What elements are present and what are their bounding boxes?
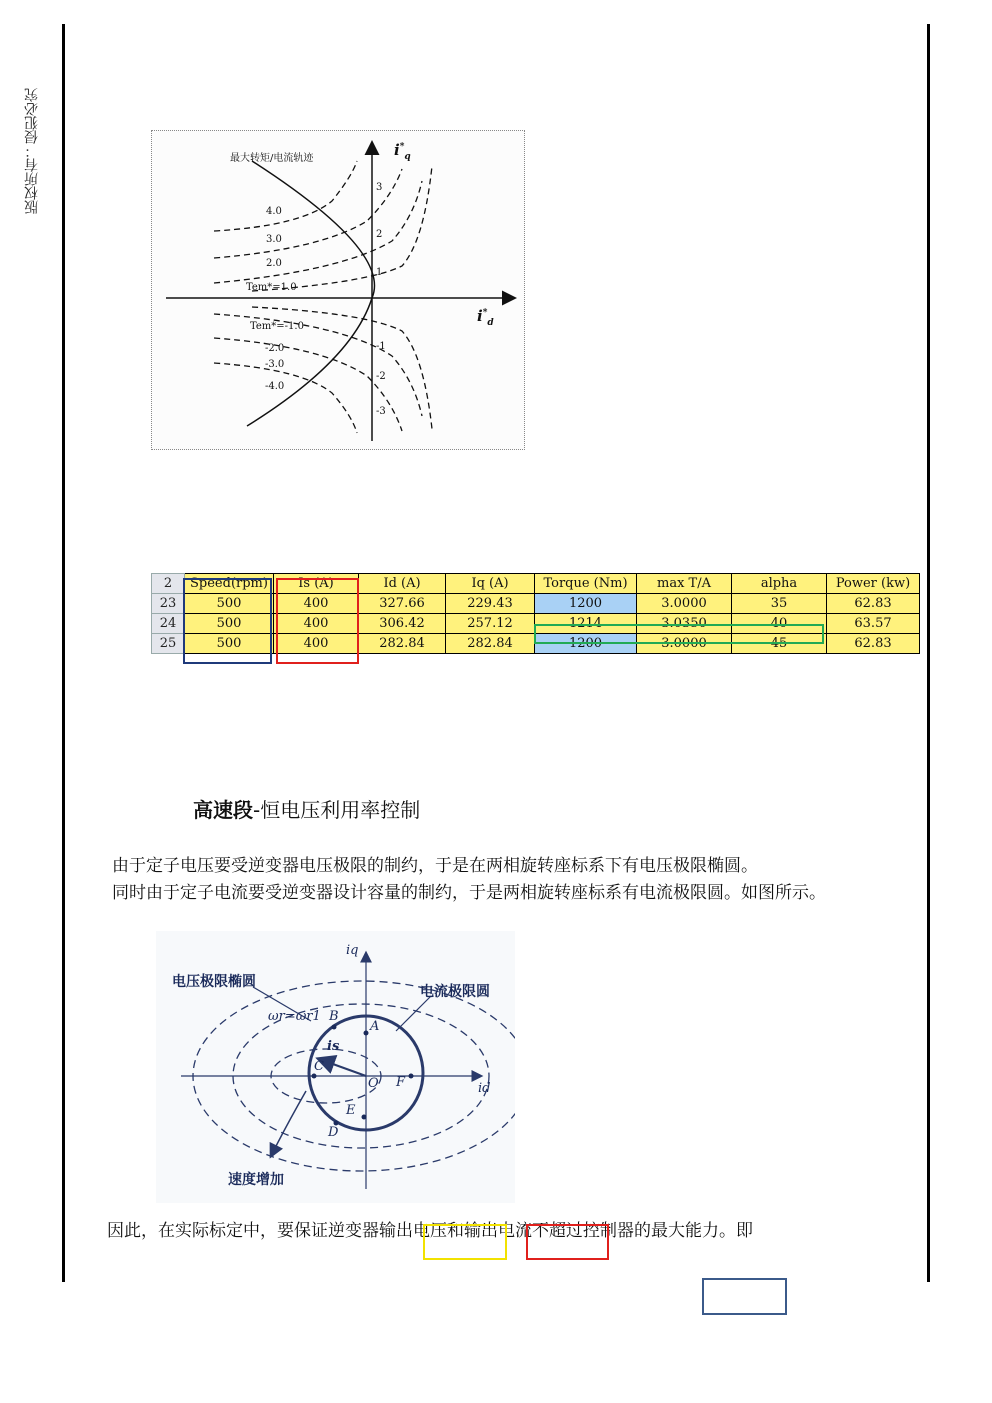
- table-cell: 327.66: [359, 594, 446, 614]
- point-f-label: F: [396, 1075, 406, 1090]
- iq-axis-label: $i^*_q$: [394, 141, 411, 162]
- speed-increase-label: 速度增加: [228, 1172, 284, 1188]
- paragraph-current-limit: 同时由于定子电流要受逆变器设计容量的制约，于是两相旋转座标系有电流极限圆。如图所示。: [112, 883, 826, 903]
- table-cell: 229.43: [446, 594, 535, 614]
- speed-highlight-box: [183, 578, 272, 664]
- torque-label-pos-2: 2.0: [266, 258, 282, 269]
- torque-label-pos-1: 3.0: [266, 234, 282, 245]
- iq-tick-pos-1: 2: [376, 229, 383, 240]
- table-header-cell: Iq (A): [446, 574, 535, 594]
- table-cell: 1200: [535, 634, 637, 654]
- iq-tick-neg-1: -2: [376, 371, 386, 382]
- is-highlight-box: [276, 578, 359, 664]
- mtpa-curve-label: 最大转矩/电流轨迹: [230, 153, 314, 164]
- table-header-cell: alpha: [732, 574, 827, 594]
- table-cell: 1214: [535, 614, 637, 634]
- table-cell: 500: [185, 634, 274, 654]
- current-circle-label: 电流极限圆: [420, 984, 490, 1000]
- right-margin-line: [927, 24, 930, 1282]
- table-header-cell: Torque (Nm): [535, 574, 637, 594]
- table-cell: 62.83: [827, 634, 920, 654]
- iq-tick-neg-2: -3: [376, 406, 386, 417]
- table-cell: 24: [152, 614, 185, 634]
- torque-label-neg-0: Tem*=-1.0: [250, 321, 304, 332]
- table-cell: 282.84: [446, 634, 535, 654]
- table-cell: 3.0350: [637, 614, 732, 634]
- is-vector-label: is: [327, 1039, 340, 1054]
- table-cell: 45: [732, 634, 827, 654]
- voltage-highlight-box: [423, 1224, 507, 1260]
- table-cell: 23: [152, 594, 185, 614]
- table-cell: 257.12: [446, 614, 535, 634]
- table-header-cell: Power (kw): [827, 574, 920, 594]
- current-highlight-box: [526, 1224, 609, 1260]
- heading-bold-text: 高速段: [193, 798, 253, 822]
- table-cell: 400: [274, 634, 359, 654]
- table-cell: 1200: [535, 594, 637, 614]
- table-cell: 500: [185, 614, 274, 634]
- table-header-cell: Is (A): [274, 574, 359, 594]
- torque-label-neg-1: -2.0: [265, 343, 285, 354]
- section-heading: [193, 794, 420, 823]
- table-header-cell: Id (A): [359, 574, 446, 594]
- table-cell: 25: [152, 634, 185, 654]
- table-cell: 3.0000: [637, 634, 732, 654]
- iq-axis-label-2: iq: [346, 943, 359, 958]
- table-header-cell: max T/A: [637, 574, 732, 594]
- table-cell: 306.42: [359, 614, 446, 634]
- point-d-label: D: [328, 1125, 339, 1140]
- empty-blue-box: [702, 1278, 787, 1315]
- origin-label: O: [368, 1076, 379, 1091]
- table-header-cell: Speed(rpm): [185, 574, 274, 594]
- left-margin-line: [62, 24, 65, 1282]
- table-cell: 500: [185, 594, 274, 614]
- iq-tick-pos-0: 3: [376, 182, 383, 193]
- mtpa-figure-svg: [152, 131, 524, 449]
- omega-label: ωr=ωr1: [268, 1009, 321, 1024]
- torque-label-pos-0: 4.0: [266, 206, 282, 217]
- table-cell: 400: [274, 614, 359, 634]
- heading-rest-text: -恒电压利用率控制: [253, 798, 421, 822]
- id-axis-label-2: id: [478, 1081, 491, 1096]
- point-c-label: C: [314, 1059, 324, 1074]
- table-cell: 40: [732, 614, 827, 634]
- table-cell: 400: [274, 594, 359, 614]
- limit-circle-figure: [156, 931, 515, 1203]
- iq-tick-pos-2: 1: [376, 267, 383, 278]
- table-cell: 282.84: [359, 634, 446, 654]
- mtpa-figure: [151, 130, 525, 450]
- paragraph-calibration: 因此，在实际标定中，要保证逆变器输出电压和输出电流不超过控制器的最大能力。即: [107, 1221, 753, 1241]
- point-a-label: A: [370, 1019, 380, 1034]
- table-cell: 35: [732, 594, 827, 614]
- voltage-ellipse-label: 电压极限椭圆: [172, 974, 256, 990]
- table-cell: 62.83: [827, 594, 920, 614]
- torque-label-pos-3: Tem*=1.0: [246, 282, 297, 293]
- iq-tick-neg-0: -1: [376, 341, 386, 352]
- id-axis-label: $i^*_d$: [477, 307, 494, 328]
- table-header-cell: 2: [152, 574, 185, 594]
- table-cell: 3.0000: [637, 594, 732, 614]
- table-cell: 63.57: [827, 614, 920, 634]
- copyright-side-text: 版权所有：侵犯必究: [24, 88, 40, 214]
- point-e-label: E: [346, 1103, 356, 1118]
- paragraph-voltage-limit: 由于定子电压要受逆变器电压极限的制约，于是在两相旋转座标系下有电压极限椭圆。: [112, 856, 758, 876]
- point-b-label: B: [329, 1009, 339, 1024]
- torque-label-neg-3: -4.0: [265, 381, 285, 392]
- torque-label-neg-2: -3.0: [265, 359, 285, 370]
- mtpa-row-highlight-box: [534, 624, 824, 644]
